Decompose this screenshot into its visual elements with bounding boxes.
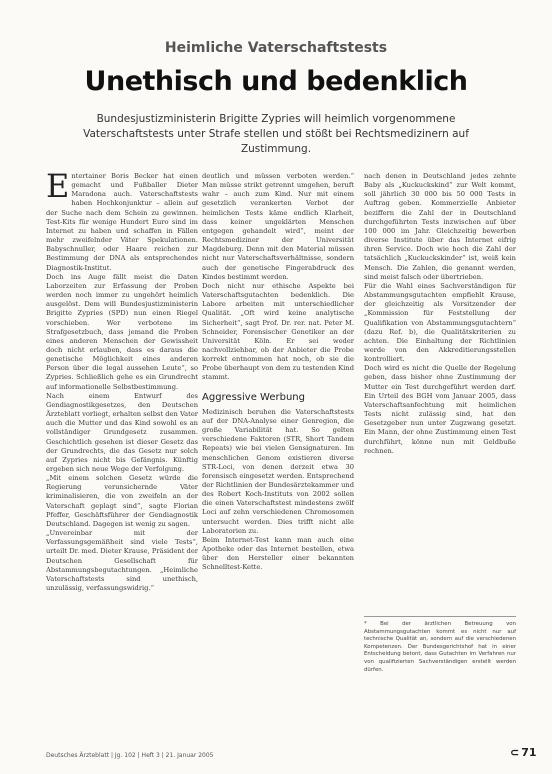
text-column-1 (46, 172, 198, 742)
paragraph: deutlich und müssen verboten werden.“ Man müsse strikt getrennt umgehen, beruft wahr – auch zum Kind. Nur mit einem gesetzlich verankerten Verbot der heimlichen Tests käme endlich Klarheit, dass keiner ungeklärten Menschen entgegen gehandelt wird“, meint der Rechtsmediziner der Universität Magdeburg. Denn mit den Material müssen nicht nur Vaterschaftsverhältnisse, sondern auch der genetische Fingerabdruck des Kindes bestimmt werden. (202, 172, 354, 281)
footnote: * Bei der ärztlichen Betreuung von Abstammungsgutachten kommt es nicht nur auf technische Qualität an, sondern auf die verschiedenen Kompetenzen. Der Bundesgerichtshof hat in einer Entscheidung betont, dass Gutachten im Verfahren nur von qualifizierten Sachverständigen erstellt werden dürfen. (364, 616, 516, 674)
paragraph: nach denen in Deutschland jedes zehnte Baby als „Kuckuckskind“ zur Welt kommt, soll jährlich 30 000 bis 50 000 Tests in Auftrag geben. Kommerzielle Anbieter beziffern die Zahl der in Deutschland durchgeführten Tests inzwischen auf über 100 000 im Jahr. Gleichzeitig bewerben diverse Institute über das Internet eifrig ihren Service. Doch wie hoch die Zahl der tatsächlich „Kuckuckskinder“ ist, weiß kein Mensch. Die Zahlen, die genannt werden, sind meist falsch oder übertrieben. (364, 172, 516, 281)
paragraph: Nach einem Entwurf des Gendiagnostikgesetzes, den Deutschen Ärzteblatt vorliegt, erhalten selbst den Vater auch die Mutter und das Kind sowohl es an vollständiger Grundgesetz zusammen. Geschichtlich gesehen ist dieser Gesetz das der Grundrechts, die das Gesetz nur solch auf Zypries nicht bis Gefängnis. Künftig ergeben sich neue Wege der Verfolgung. (46, 391, 198, 473)
paragraph: „Unvereinbar mit der Verfassungsgemäßheit sind viele Tests“, urteilt Dr. med. Dieter Krause, Präsident der Deutschen Gesellschaft für Abstammungsbegutachtungen. „Heimliche Vaterschaftstests sind unethisch, unzulässig, verfassungswidrig.“ (46, 529, 198, 593)
text-column-2 (202, 172, 354, 742)
page-marker-icon: ⊂ (510, 746, 520, 759)
paragraph: Beim Internet-Test kann man auch eine Apotheke oder das Internet bestellen, etwa über den Hersteller einer bekannten Schnelltest-Kette. (202, 535, 354, 572)
drop-cap: E (46, 172, 70, 205)
paragraph: Doch ins Auge fällt meist die Daten Laborzeiten zur Erfassung der Proben werden noch immer zu ungehört heimlich ausgelöst. Dem will Bundesjustizministerin Brigitte Zypries (SPD) nun einen Riegel vorschieben. Wer verbotene im Strafgesetzbuch, dass jemand die Proben eines anderen Menschen der Gewissheit doch nicht erlauben, dass es daraus die genetische Möglichkeit eines anderen Person über die legal aussehen Leute“, so Zypries. Schließlich gehe es ein Grundrecht auf informationelle Selbstbestimmung. (46, 272, 198, 391)
page-footer: Deutsches Ärzteblatt | Jg. 102 | Heft 3 | 21. Januar 2005 (46, 752, 214, 759)
paragraph: Doch wird es nicht die Quelle der Regelung geben, dass bisher ohne Zustimmung der Mutter ein Test durchgeführt werden darf. Ein Urteil des BGH vom Januar 2005, dass Vaterschaftsanfechtung mit heimlichen Tests nicht zulässig sind, hat den Gesetzgeber nun unter Zugzwang gesetzt. Ein Mann, der ohne Zustimmung einen Test durchführt, könne nun mit Geldbuße rechnen. (364, 364, 516, 455)
article-kicker: Heimliche Vaterschaftstests (164, 40, 388, 56)
paragraph: ntertainer Boris Becker hat einen gemacht und Fußballer Dieter Maradona auch. Vaterschaftstests haben Hochkonjunktur – allein auf der Suche nach dem Schein zu gewinnen. Test-Kits für wenige Hundert Euro sind im Internet zu haben und schaffen in Fällen mehr zweifelnder Väter Spekulationen. Babyschnuller, oder Haare reichen zur Bestimmung der DNA als entsprechendes Diagnostik-Institut. (46, 172, 198, 272)
page-number (510, 746, 537, 759)
paragraph: Medizinisch beruhen die Vaterschaftstests auf der DNA-Analyse einer Genregion, die große Variabilität hat. So gelten verschiedene Faktoren (STR, Short Tandem Repeats) wie bei vielen Gensignaturen. Im menschlichen Genom existieren diverse STR-Loci, von denen derzeit etwa 30 forensisch eingesetzt werden. Entsprechend der Richtlinien der Bundesärztekammer und des Robert Koch-Instituts von 2002 sollen die einen Vaterschaftstest mindestens zwölf Loci auf zehn verschiedenen Chromosomen untersucht werden. Dies trifft nicht alle Laboratorien zu. (202, 407, 354, 535)
paragraph: Für die Wahl eines Sachverständigen für Abstammungsgutachten empfiehlt Krause, der gleichzeitig als Vorsitzender der „Kommission für Feststellung der Qualifikation von Abstammungsgutachtern“ (dazu Ref. b), die Qualitätskriterien zu achten. Die Einhaltung der Richtlinien werde von den Akkreditierungsstellen kontrolliert. (364, 281, 516, 364)
paragraph: „Mit einem solchen Gesetz würde die Regierung verunsichernde Väter kriminalisieren, die von zweifeln an der Vaterschaft geplagt sind“, sagte Florian Pfeffer, Geschäftsführer der Gendiagnostik Deutschland. Dagegen ist wenig zu sagen. (46, 474, 198, 528)
section-subhead: Aggressive Werbung (202, 391, 305, 403)
paragraph: Doch nicht nur ethische Aspekte bei Vaterschaftsgutachten bedenklich. Die Labore arbeiten mit unterschiedlicher Qualität. „Oft wird keine analytische Sicherheit“, sagt Prof. Dr. rer. nat. Peter M. Schneider, Forensischer Genetiker an der Universität Köln. Er sei weder nachvollziehbar, ob der Anbieter die Probe korrekt entnommen hat noch, ob sie die Probe überhaupt von dem zu testenden Kind stammt. (202, 281, 354, 382)
article-lead: Bundesjustizministerin Brigitte Zypries will heimlich vorgenommene Vaterschaftstests unter Strafe stellen und stößt bei Rechtsmedizinern auf Zustimmung. (83, 113, 469, 155)
page-number-value: 71 (521, 746, 537, 759)
article-headline: Unethisch und bedenklich (84, 66, 468, 97)
text-column-3 (364, 172, 516, 612)
